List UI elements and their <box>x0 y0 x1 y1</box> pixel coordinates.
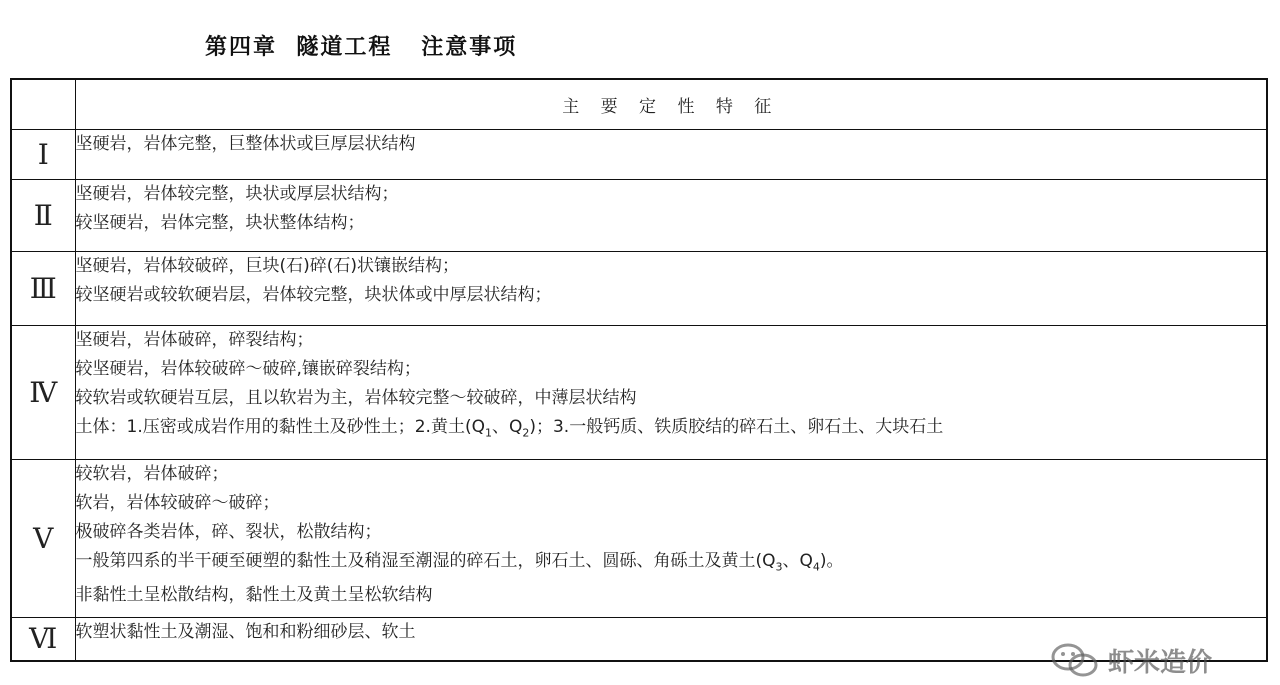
description-line: 软塑状黏性土及潮湿、饱和和粉细砂层、软土 <box>75 621 416 642</box>
page-title: 第四章 隧道工程 注意事项 <box>205 35 518 60</box>
description-line: 较坚硬岩，岩体完整，块状整体结构； <box>75 212 365 233</box>
table-row <box>11 129 1267 179</box>
description-cell <box>75 179 1267 251</box>
rock-classification-table <box>10 78 1268 662</box>
watermark-text: 虾米造价 <box>1108 647 1213 678</box>
table-row <box>11 459 1267 617</box>
description-line: 坚硬岩，岩体完整，巨整体状或巨厚层状结构 <box>75 133 416 154</box>
description-cell <box>75 325 1267 459</box>
table-row <box>11 325 1267 459</box>
description-line: 坚硬岩，岩体破碎，碎裂结构； <box>75 329 314 350</box>
description-line: 较坚硬岩，岩体较破碎～破碎,镶嵌碎裂结构； <box>75 358 421 379</box>
table-row <box>11 179 1267 251</box>
table-header-row <box>11 79 1267 129</box>
description-line: 较软岩或软硬岩互层，且以软岩为主，岩体较完整～较破碎，中薄层状结构 <box>75 387 637 408</box>
grade-cell: Ⅱ <box>11 179 75 251</box>
grade-cell: Ⅲ <box>11 251 75 325</box>
description-line: 较软岩，岩体破碎； <box>75 463 229 484</box>
description-line: 坚硬岩，岩体较破碎，巨块(石)碎(石)状镶嵌结构； <box>75 255 460 276</box>
table-row <box>11 251 1267 325</box>
wechat-icon <box>1050 643 1100 677</box>
table-header: 主 要 定 性 特 征 <box>75 79 1267 129</box>
description-cell <box>75 251 1267 325</box>
description-line: 土体：1.压密或成岩作用的黏性土及砂性土；2.黄土($Q_1$、$Q_2$)；3.一般钙质、铁质胶结的碎石土、卵石土、大块石土 <box>75 416 944 439</box>
description-cell <box>75 129 1267 179</box>
grade-cell: Ⅴ <box>11 459 75 617</box>
description-line: 坚硬岩，岩体较完整，块状或厚层状结构； <box>75 183 399 204</box>
description-line: 软岩，岩体较破碎～破碎； <box>75 492 280 513</box>
description-cell <box>75 459 1267 617</box>
description-line: 非黏性土呈松散结构，黏性土及黄土呈松软结构 <box>75 584 433 605</box>
description-line: 极破碎各类岩体，碎、裂状，松散结构； <box>75 521 382 542</box>
watermark <box>1050 640 1212 680</box>
grade-cell: Ⅵ <box>11 617 75 661</box>
grade-header-cell <box>11 79 75 129</box>
description-line: 一般第四系的半干硬至硬塑的黏性土及稍湿至潮湿的碎石土，卵石土、圆砾、角砾土及黄土($Q_3$、$Q_4$)。 <box>75 550 844 573</box>
description-line: 较坚硬岩或较软硬岩层，岩体较完整，块状体或中厚层状结构； <box>75 284 552 305</box>
grade-cell: Ⅰ <box>11 129 75 179</box>
grade-cell: Ⅳ <box>11 325 75 459</box>
